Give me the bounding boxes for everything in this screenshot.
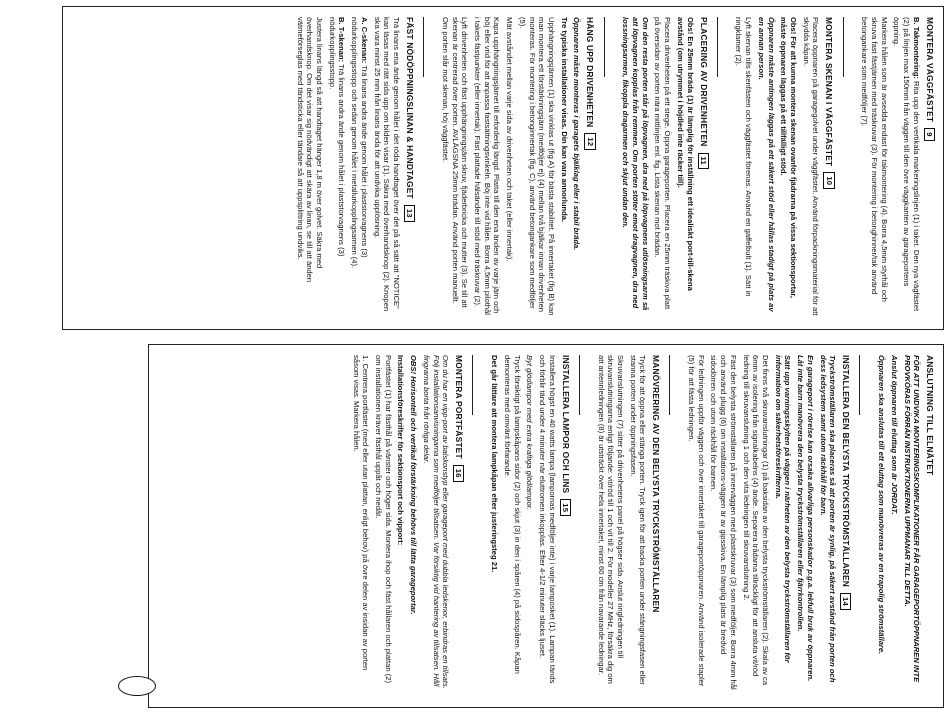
paragraph: Upphängningsjärnen (1) ska vinklas ut (fig A) för bästa stabilitet. På innertaket (fig B) kan man montera ett förstärkningsjärn (medföljer ej) (4) mellan två bjälkar innan drivenheten monteras. För montering i betonginnertak (fig. C), använd betongankare som medföljer (5).	[517, 17, 557, 316]
section-title: MANÖVRERING AV DEN BELYSTA TRYCKSTRÖMSTÄLLAREN	[651, 355, 662, 613]
paragraph: Placera öppnaren på garagegolvet under väggfästet. Använd förpackningsmaterial för att skydda kåpan.	[801, 17, 821, 316]
section-heading	[560, 355, 571, 691]
subheading: Tre typiska installationer visas. Din kan vara annorlunda.	[559, 17, 569, 223]
bottom-page-panel	[148, 344, 944, 708]
note: Det går lättare att montera lampkåpan efter justeringsteg 21.	[490, 355, 500, 573]
text: Trä linans andra ände genom hålet i plaststorvagnens (3) nödurkopplingsstopp.	[327, 17, 347, 257]
section-title: INSTALLERA LAMPOR OCH LINS	[560, 355, 571, 494]
paragraph: Trä linans ena ände genom hålet i det röda handtaget över det på så sätt att "NOTICE" kan läsas med rätt sida upp om bilden visar (1). Säkra med överhandsknop (2). Knopen ska vara minst 25 mm från linans ända för att undvika upplösning.	[372, 17, 402, 312]
divider	[423, 17, 424, 77]
top-page-panel	[62, 6, 944, 330]
warning: Öppnaren måste antingen läggas på ett säkert stöd eller hållas stadigt på plats av en annan person.	[756, 17, 776, 312]
section-title: MONTERA PORTFÄSTET	[454, 355, 465, 459]
section-title: HÄNG UPP DRIVENHETEN	[585, 17, 596, 128]
section-heading	[453, 355, 464, 691]
section-hang-upp-drivenheten	[437, 17, 595, 317]
paragraph: Tryck försiktigt på lampskåpans sidor (2) och skjut (3) in den i spåren (4) på sidospåren. Kåpan demonteras med omvänt förfarande.	[502, 355, 522, 674]
bottom-page-content	[149, 345, 943, 707]
section-placering-drivenheten	[618, 17, 709, 317]
paragraph: Mät avståndet mellan varje sida av drivenheten och taket (eller innertak).	[505, 17, 515, 262]
paragraph: Portfästet (1) har fästhål på vänster och höger sida. Montera ihop och fäst hållaren och plattan (2) om installationen kräver fästhål uppåt och nedåt.	[374, 355, 393, 683]
paragraph	[349, 17, 368, 317]
paragraph: Kapa upphängningsjärnet till erforderlig längd. Platta till den ena änden av varje järn och böj eller vrid för att anpassa fastsättningsvinkeln. Böj inte vid hålen. Borra 4,5mm pilothål i takets fästpunkter (eller innertak). Fäst plattade hälsänder till stöd med träskruvar (2).	[473, 17, 502, 315]
text: Rita upp den vertikala markeringslinjen (1) i taket. Den nya vägfästet (2) på linjen max 150mm från väggen till den övre väggkanten av garageportens öppning.	[892, 17, 921, 312]
section-heading	[840, 355, 851, 691]
section-tryckstromstallaren	[683, 355, 851, 691]
label: B. T-skenan:	[337, 17, 347, 63]
paragraph: Lyft drivenheten och fäst upphängningsjärn skruv, fjäderbricka och mutter (3). Se till att skenan är centrerad över porten. AVLÄGSNA 25mm brädan. Använd porten manuellt. Om porten slår mot skenan, höj väggfästet.	[440, 17, 470, 308]
section-title: MONTERA VÄGGFÄSTET	[924, 17, 935, 123]
paragraph: Det finns två skruvanslutningar (1) på baksidan av den belysta tryckströmställaren (2). Skala av ca 6mm av isolering från signalkabelns (4) ände. Separera trådarna tillräckligt för att ansluta vit/röd ledning till skruvanslutning 1 och den vita ledningen till skruvanslutning 2.	[741, 355, 770, 686]
paragraph	[327, 17, 346, 317]
warning: Öppnaren ska anslutas till ett eluttag som manövreras av en trapolig strömställare.	[877, 355, 887, 655]
section-title: MONTERA SKENAN I VÄGGFÄSTET	[824, 17, 835, 167]
section-heading	[924, 355, 935, 691]
section-manovrering	[593, 355, 661, 691]
divider	[472, 355, 473, 415]
section-montera-skenan	[731, 17, 835, 317]
paragraph: Skruvanslutningen (7) sitter på drivenhetens panel på högser sida. Anslut ringledningen till skruvanslutningarna enligt följande: vit/röd till 1 och vit till 2. För modeller 27 MHz, försäkra dig om att antennledningen (8) är utsträckt över hela innertaket, minst 60 cm från navarande ledningar.	[596, 355, 626, 684]
paragraph: Lyft skenan tills skenfästen och väggfästet förenas. Använd en gaffelbult (1). Sätt in ringklamer (2).	[734, 17, 754, 297]
section-title: INSTALLERA DEN BELYSTA TRYCKSTRÖMSTÄLLAREN	[841, 355, 852, 588]
label: B. Takmontering:	[911, 17, 921, 79]
section-title: ANSLUTNING TILL ELNÄTET	[925, 355, 935, 476]
divider	[859, 355, 860, 415]
section-title: PLACERING AV DRIVENHETEN	[698, 17, 709, 147]
text: Trä linans andra ände genom hålet i plaststorvagnens (3) nödurkopplingsstopp och sedan genom hålet i metallurkopplingsarmen (4).	[350, 17, 369, 269]
top-page-content	[63, 7, 943, 329]
section-heading	[823, 17, 834, 317]
note: Obs! För att kunna montera skenan ovanför fjädrarna på vissa sektionsportar, måste öppnaren läggas på ett tillfälligt stöd.	[779, 17, 799, 299]
step-number: 13	[404, 205, 415, 222]
warning: Anslut öppnaren till eluttag som är JORDAT.	[889, 355, 899, 515]
paragraph	[892, 17, 921, 317]
divider	[843, 17, 844, 77]
paragraph: Tryck för att öppna eller stänga porten. Tryck igen för att backa porten under stängningsfasen eller stanna porten under öppningsfasen.	[628, 355, 648, 685]
paragraph: Markera hålen som är avsedda endast för takmontering (4). Borra 4,5mm styrhål och skruva fast fästjärnen med träskruvar (3). För montering i betonghinner/tak använd betongankare som medföljer (7).	[860, 17, 889, 302]
step-number: 16	[453, 465, 464, 482]
section-nodoppningslina	[292, 17, 415, 317]
section-montera-vaggfastet	[857, 17, 935, 317]
paragraph: Fäst den belysta strömställaren på innerväggen med plastskruvar (3) som medföljer. Borra 4mm hål och använd plugg (6) om installations-väggen är av gipsskiva. En lämplig plats är bredvid sidodörren och utom räckhåll för barnen.	[709, 355, 738, 690]
paragraph: Justera linans längd så att handtaget hänger 1,8 m över golvet. Säkra med överhandsknop. Om det visar sig nödvändigt att skära av linan, se till att änden vätmeförseglas med tändsticka eller tändare så att uppsplittring undviks.	[295, 17, 324, 283]
section-heading	[924, 17, 935, 317]
step-number: 9	[924, 128, 935, 140]
divider	[579, 355, 580, 415]
section-title: FÄST NÖDÖPPNINGSLINAN & HANDTAGET	[404, 17, 415, 199]
warning: Tryckströmställaren ska placeras så att porten är synlig, på säkert avstånd från porten och dess ledsystem samt utom räckhåll för barn.	[818, 355, 838, 683]
warning: Sätt upp varningsskylten på väggen i närheten av den belysta tryckströmställaren för information om säkerhetsföreskrifterna.	[773, 355, 793, 663]
warning: Om den resta porten står på löpvagnen, dra ned på löpvagnens utlösningsarm så att löpvagnen kopplas från remmen. Om porten stöter emot dragvagnen, dra ned lossningsarmen, fikoppla dragarmen och skjut undan den.	[621, 17, 650, 311]
warning: OBS! Horisontell och vertikal förstärkning behövs till lätta garageportar.	[409, 355, 419, 615]
paragraph: För ledningen uppför väggen och över innertaket till garageportöppnaren. Använd isolerade stapler (5) för att fästa ledningen.	[686, 355, 706, 687]
section-lampor-och-lins	[486, 355, 570, 691]
step-number: 12	[584, 133, 595, 150]
section-anslutning-elnatet	[873, 355, 935, 691]
paragraph: 1. Centrera portfästet (med eller utan plattan, enligt behov) på övre delen av insidan av porten såsom visas. Markera hålen.	[351, 355, 371, 671]
warning: FÖR ATT UNDVIKA MONTERINGSKOMPLIKATIONER FÅR GARAGEPORTÖPPNAREN INTE PROVKÖRAS FÖRRÄN INSTRUKTIONERNA UPPMANAR TILL DETTA.	[902, 355, 922, 683]
section-montera-portfastet	[348, 355, 465, 691]
warning: Öppnaren måste monteras i garagets bjälklag eller i stabil bräda.	[572, 17, 582, 251]
step-number: 10	[823, 172, 834, 189]
note: Obs! En 25mm bräda (1) är lämplig för inställning ett idealiskt port-till-skena avstånd (om utrymmet i höjdled inte räcker till).	[675, 17, 695, 291]
oval-badge	[118, 676, 156, 696]
step-number: 15	[560, 499, 571, 516]
step-number: 11	[698, 153, 709, 169]
note: Om du har en vipp-port av balskonstyp eller garageport med dubbla ledskenor, erbindras en tillsats. Följ installationsanvisningarna som medföljer tillsatsen. Var försiktig vid hantering av tillsatsen. Håll fingrarna borta från rörliga delar.	[421, 355, 451, 689]
section-heading	[584, 17, 595, 317]
step-number: 14	[840, 593, 851, 610]
divider	[717, 17, 718, 77]
paragraph: Placera drivenheten på ett stege. Öppna garageporten. Placera en 25mm träskiva platt på översidan av porten nära mittlinjen enl. fig. Lista skenan mot brädan.	[653, 17, 673, 310]
section-heading	[404, 17, 415, 317]
label: A. C-skenan:	[359, 17, 369, 64]
paragraph: Installera högst en 40 watts lampa (lampornas medföljer inte) i varje lamposket (1). Lampan tänds och förblir tänd under 4 minuter när eluttromen inkopplas. Efter 4-1/2 minuter släcks ljuset.	[538, 355, 557, 684]
divider	[669, 355, 670, 415]
note: Byt glödlampor med extra kraftiga glödlampor.	[525, 355, 535, 511]
subheading: Installationsföreskrifter för sektionsport och vipport:	[396, 355, 406, 546]
section-heading	[650, 355, 661, 691]
divider	[604, 17, 605, 77]
warning: En garageport i rörelse kan orsaka allvarliga personskador p.g.a. lekfull bruk av öppnaren. Låt inte barn manövrera den belysta tryckströmställaren eller fjärrkontrollen.	[796, 355, 815, 682]
section-heading	[698, 17, 709, 317]
